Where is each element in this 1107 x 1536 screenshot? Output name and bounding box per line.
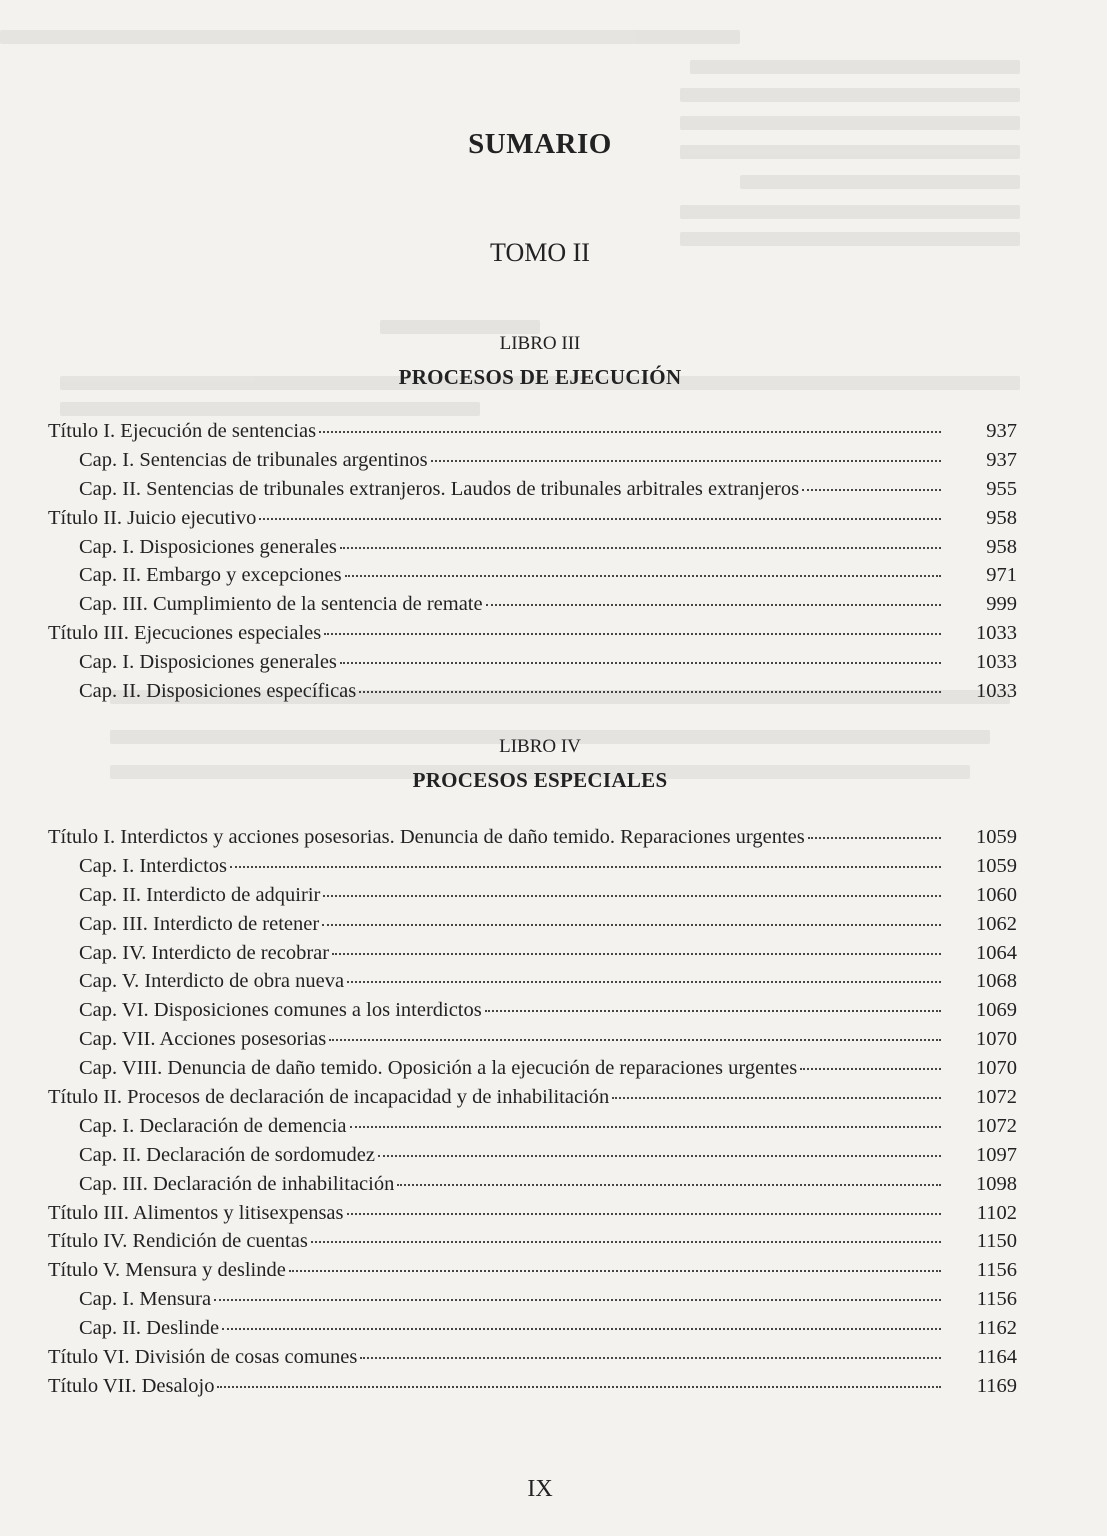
toc-entry-page-number: 971 <box>986 564 1017 587</box>
toc-entry-capitulo <box>0 449 1107 478</box>
toc-entry-capitulo <box>0 651 1107 680</box>
toc-entry-titulo <box>0 1202 1107 1231</box>
dot-leader <box>217 1385 941 1388</box>
toc-entry-page-number: 958 <box>986 506 1017 529</box>
toc-entry-label: Cap. II. Deslinde <box>79 1317 220 1340</box>
toc-entry-page-number: 955 <box>986 477 1017 500</box>
toc-entry-page-number: 1072 <box>976 1086 1017 1109</box>
dot-leader <box>323 894 941 897</box>
toc-entry-titulo <box>0 1346 1107 1375</box>
toc-entry-page-number: 1033 <box>976 680 1017 703</box>
toc-entry-page-number: 1156 <box>976 1288 1017 1311</box>
toc-entry-capitulo <box>0 1028 1107 1057</box>
toc-entry-capitulo <box>0 1057 1107 1086</box>
toc-entry-titulo <box>0 826 1107 855</box>
toc-entry-page-number: 1060 <box>976 883 1017 906</box>
dot-leader <box>259 517 941 520</box>
toc-entry-titulo <box>0 420 1107 449</box>
libro-iii-title: PROCESOS DE EJECUCIÓN <box>398 365 682 389</box>
toc-entry-label: Cap. II. Sentencias de tribunales extranjeros. Laudos de tribunales arbitrales extranjeros <box>79 477 800 500</box>
toc-entry-capitulo <box>0 1115 1107 1144</box>
toc-entry-capitulo <box>0 564 1107 593</box>
toc-entry-label: Título II. Procesos de declaración de incapacidad y de inhabilitación <box>48 1086 610 1109</box>
toc-entry-titulo <box>0 1259 1107 1288</box>
toc-entry-page-number: 999 <box>986 593 1017 616</box>
toc-entry-capitulo <box>0 999 1107 1028</box>
dot-leader <box>350 1125 941 1128</box>
toc-entry-label: Título III. Ejecuciones especiales <box>48 622 322 645</box>
dot-leader <box>319 430 941 433</box>
page-title: SUMARIO <box>468 128 612 160</box>
dot-leader <box>214 1298 941 1301</box>
dot-leader <box>222 1327 941 1330</box>
dot-leader <box>378 1154 941 1157</box>
toc-entry-label: Título I. Ejecución de sentencias <box>48 420 317 442</box>
toc-entry-label: Cap. II. Interdicto de adquirir <box>79 883 321 906</box>
libro-iv-title: PROCESOS ESPECIALES <box>412 768 668 792</box>
toc-entry-label: Cap. I. Sentencias de tribunales argentinos <box>79 448 428 471</box>
toc-entry-label: Cap. II. Embargo y excepciones <box>79 564 342 587</box>
toc-entry-titulo <box>0 1086 1107 1115</box>
toc-entry-titulo <box>0 1375 1107 1404</box>
dot-leader <box>345 574 941 577</box>
toc-entry-capitulo <box>0 855 1107 884</box>
toc-entry-capitulo <box>0 1288 1107 1317</box>
toc-entry-label: Título VII. Desalojo <box>48 1374 215 1397</box>
toc-entry-label: Cap. I. Disposiciones generales <box>79 535 337 558</box>
toc-entry-page-number: 937 <box>986 448 1017 471</box>
libro-iii-label: LIBRO III <box>499 333 581 354</box>
dot-leader <box>612 1096 941 1099</box>
toc-entry-capitulo <box>0 1173 1107 1202</box>
toc-entry-label: Título II. Juicio ejecutivo <box>48 506 257 529</box>
dot-leader <box>324 632 941 635</box>
dot-leader <box>486 603 941 606</box>
toc-entry-capitulo <box>0 970 1107 999</box>
dot-leader <box>347 1212 941 1215</box>
toc-entry-page-number: 1033 <box>976 622 1017 645</box>
toc-entry-capitulo <box>0 680 1107 709</box>
toc-entry-page-number: 1097 <box>976 1143 1017 1166</box>
toc-entry-label: Cap. VII. Acciones posesorias <box>79 1028 327 1051</box>
toc-entry-page-number: 1102 <box>976 1201 1017 1224</box>
toc-entry-label: Título IV. Rendición de cuentas <box>48 1230 308 1253</box>
toc-entry-page-number: 1070 <box>976 1028 1017 1051</box>
dot-leader <box>347 980 941 983</box>
dot-leader <box>397 1183 941 1186</box>
toc-entry-label: Cap. I. Disposiciones generales <box>79 651 337 674</box>
toc-entry-capitulo <box>0 536 1107 565</box>
toc-entry-label: Cap. VI. Disposiciones comunes a los interdictos <box>79 999 482 1022</box>
toc-entry-page-number: 1070 <box>976 1057 1017 1080</box>
toc-entry-page-number: 1069 <box>976 999 1017 1022</box>
toc-entry-label: Título V. Mensura y deslinde <box>48 1259 286 1282</box>
toc-entry-page-number: 1150 <box>976 1230 1017 1253</box>
dot-leader <box>340 546 941 549</box>
dot-leader <box>360 1356 941 1359</box>
dot-leader <box>359 690 941 693</box>
toc-entry-capitulo <box>0 942 1107 971</box>
dot-leader <box>485 1009 941 1012</box>
toc-entry-page-number: 1068 <box>976 970 1017 993</box>
toc-entry-page-number: 1098 <box>976 1172 1017 1195</box>
dot-leader <box>289 1269 941 1272</box>
toc-entry-label: Título III. Alimentos y litisexpensas <box>48 1201 344 1224</box>
toc-entry-page-number: 1064 <box>976 941 1017 964</box>
page-number: IX <box>527 1476 553 1502</box>
toc-entry-page-number: 1164 <box>976 1346 1017 1369</box>
dot-leader <box>800 1067 941 1070</box>
toc-entry-capitulo <box>0 1317 1107 1346</box>
toc-entry-capitulo <box>0 913 1107 942</box>
toc-entry-page-number: 1162 <box>976 1317 1017 1340</box>
toc-entry-label: Cap. V. Interdicto de obra nueva <box>79 970 345 993</box>
toc-entry-page-number: 1059 <box>976 826 1017 848</box>
toc-entry-label: Cap. III. Declaración de inhabilitación <box>79 1172 395 1195</box>
toc-entry-titulo <box>0 1230 1107 1259</box>
dot-leader <box>808 836 941 839</box>
toc-libro-iii <box>0 420 1107 709</box>
toc-entry-capitulo <box>0 593 1107 622</box>
toc-entry-label: Cap. I. Mensura <box>79 1288 212 1311</box>
toc-entry-capitulo <box>0 1144 1107 1173</box>
toc-entry-capitulo <box>0 478 1107 507</box>
toc-entry-page-number: 1072 <box>976 1114 1017 1137</box>
toc-entry-page-number: 1062 <box>976 912 1017 935</box>
toc-entry-label: Cap. I. Declaración de demencia <box>79 1114 347 1137</box>
toc-libro-iv <box>0 826 1107 1404</box>
dot-leader <box>311 1240 941 1243</box>
toc-entry-page-number: 1059 <box>976 854 1017 877</box>
toc-entry-label: Cap. III. Cumplimiento de la sentencia de remate <box>79 593 483 616</box>
dot-leader <box>431 459 941 462</box>
toc-entry-label: Cap. II. Declaración de sordomudez <box>79 1143 375 1166</box>
toc-entry-label: Cap. I. Interdictos <box>79 854 228 877</box>
toc-entry-titulo <box>0 507 1107 536</box>
toc-entry-label: Título VI. División de cosas comunes <box>48 1346 358 1369</box>
toc-entry-label: Cap. VIII. Denuncia de daño temido. Oposición a la ejecución de reparaciones urgentes <box>79 1057 798 1080</box>
toc-entry-label: Título I. Interdictos y acciones posesorias. Denuncia de daño temido. Reparaciones urgentes <box>48 826 805 848</box>
dot-leader <box>230 865 941 868</box>
dot-leader <box>322 923 941 926</box>
toc-entry-label: Cap. IV. Interdicto de recobrar <box>79 941 330 964</box>
libro-iv-label: LIBRO IV <box>499 736 581 757</box>
toc-entry-page-number: 1169 <box>976 1374 1017 1397</box>
dot-leader <box>329 1038 941 1041</box>
toc-entry-capitulo <box>0 884 1107 913</box>
dot-leader <box>332 952 941 955</box>
dot-leader <box>802 488 941 491</box>
dot-leader <box>340 661 941 664</box>
volume-heading: TOMO II <box>490 238 590 267</box>
toc-entry-page-number: 937 <box>986 420 1017 442</box>
toc-entry-label: Cap. III. Interdicto de retener <box>79 912 320 935</box>
toc-entry-page-number: 958 <box>986 535 1017 558</box>
toc-entry-label: Cap. II. Disposiciones específicas <box>79 680 357 703</box>
toc-entry-titulo <box>0 622 1107 651</box>
toc-entry-page-number: 1033 <box>976 651 1017 674</box>
toc-entry-page-number: 1156 <box>976 1259 1017 1282</box>
